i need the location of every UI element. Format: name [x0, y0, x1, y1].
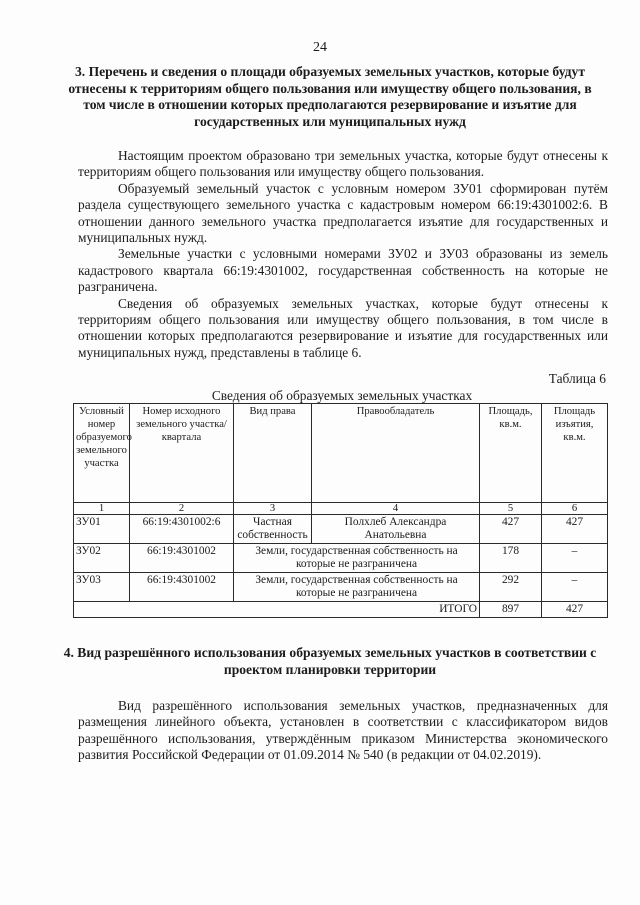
cell-id: ЗУ01 — [74, 515, 130, 544]
column-number: 3 — [234, 503, 312, 515]
cell-area: 178 — [480, 544, 542, 573]
cell-owner: Полхлеб Александра Анатольевна — [312, 515, 480, 544]
section-4-body — [78, 698, 608, 764]
cell-withdrawal: – — [542, 544, 608, 573]
paragraph: Настоящим проектом образовано три земельных участка, которые будут отнесены к территориям общего пользования или имуществу общего пользования. — [78, 148, 608, 180]
total-label: ИТОГО — [74, 602, 480, 618]
col-header: Правообладатель — [312, 404, 480, 503]
table-row — [74, 544, 608, 573]
table-caption: Сведения об образуемых земельных участках — [211, 388, 473, 403]
table-row — [74, 573, 608, 602]
col-header: Условный номер образуемого земельного участка — [74, 404, 130, 503]
table-number: Таблица 6 — [548, 371, 606, 386]
paragraph: Вид разрешённого использования земельных участков, предназначенных для размещения линейного объекта, установлен в соответствии с классификатором видов разрешённого использования, утверждённым приказом Министерства экономического развития Российской Федерации от 01.09.2014 № 540 (в редакции от 04.02.2019). — [78, 698, 608, 763]
table-total-row — [74, 602, 608, 618]
column-number: 5 — [480, 503, 542, 515]
section-4-heading: 4. Вид разрешённого использования образуемых земельных участков в соответствии с проектом планировки территории — [63, 645, 597, 677]
column-number: 6 — [542, 503, 608, 515]
cell-id: ЗУ03 — [74, 573, 130, 602]
table-header-row — [74, 404, 608, 503]
total-withdrawal: 427 — [542, 602, 608, 618]
cell-withdrawal: 427 — [542, 515, 608, 544]
column-number: 4 — [312, 503, 480, 515]
cell-merged: Земли, государственная собственность на которые не разграничена — [234, 544, 480, 573]
cell-area: 427 — [480, 515, 542, 544]
cell-merged: Земли, государственная собственность на которые не разграничена — [234, 573, 480, 602]
col-header: Номер исходного земельного участка/квартала — [130, 404, 234, 503]
cell-area: 292 — [480, 573, 542, 602]
col-header: Вид права — [234, 404, 312, 503]
col-header: Площадь, кв.м. — [480, 404, 542, 503]
cell-right: Частная собственность — [234, 515, 312, 544]
column-number: 2 — [130, 503, 234, 515]
paragraph: Сведения об образуемых земельных участках, которые будут отнесены к территориям общего пользования или имуществу общего пользования, в том числе в отношении которых предполагаются резервирование и изъятие для государственных или муниципальных нужд, представлены в таблице 6. — [78, 295, 608, 360]
column-number-row — [74, 503, 608, 515]
page-number: 24 — [313, 40, 327, 55]
cell-id: ЗУ02 — [74, 544, 130, 573]
cell-source: 66:19:4301002 — [130, 573, 234, 602]
section-3-body — [78, 148, 608, 361]
table-row — [74, 515, 608, 544]
cell-withdrawal: – — [542, 573, 608, 602]
paragraph: Земельные участки с условными номерами ЗУ02 и ЗУ03 образованы из земель кадастрового квартала 66:19:4301002, государственная собственность на которые не разграничена. — [78, 246, 608, 295]
land-plots-table — [73, 403, 608, 618]
cell-source: 66:19:4301002 — [130, 544, 234, 573]
col-header: Площадь изъятия, кв.м. — [542, 404, 608, 503]
total-area: 897 — [480, 602, 542, 618]
paragraph: Образуемый земельный участок с условным номером ЗУ01 сформирован путём раздела существующего земельного участка с кадастровым номером 66:19:4301002:6. В отношении данного земельного участка предполагается изъятие для государственных и муниципальных нужд. — [78, 180, 608, 246]
column-number: 1 — [74, 503, 130, 515]
cell-source: 66:19:4301002:6 — [130, 515, 234, 544]
section-3-heading: 3. Перечень и сведения о площади образуемых земельных участков, которые будут отнесены к территориям общего пользования или имуществу общего пользования, в том числе в отношении которых предполагаются резервирование и изъятие для государственных или муниципальных нужд — [68, 64, 592, 129]
